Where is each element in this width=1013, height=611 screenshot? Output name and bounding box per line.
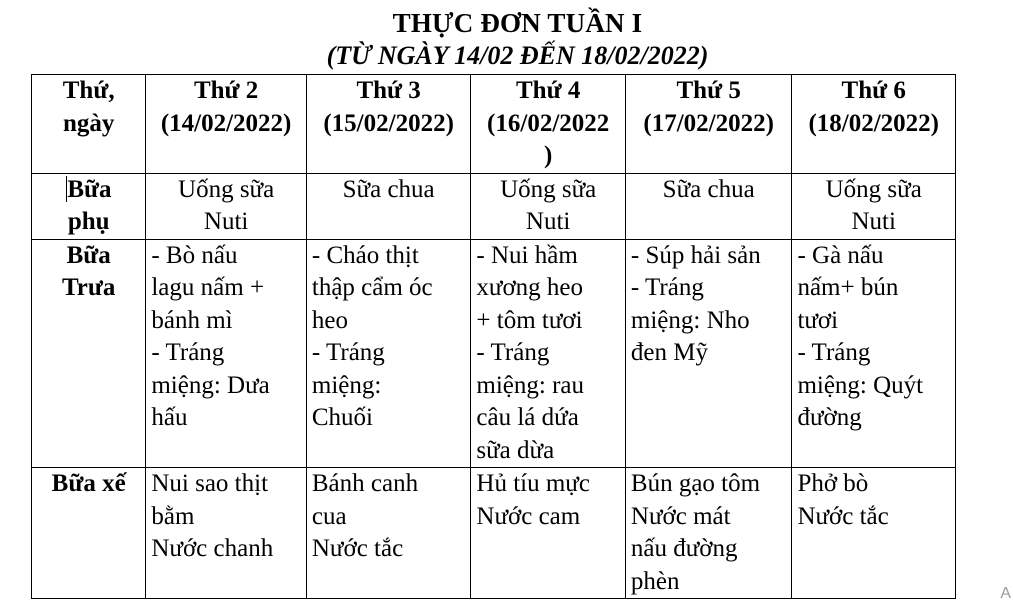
cell-line: - Tráng xyxy=(311,339,385,366)
cell-line: Sữa chua xyxy=(662,175,755,203)
snack-cell-monday xyxy=(146,173,307,239)
cell-line: bằm xyxy=(151,502,195,530)
day-name: Thứ 6 xyxy=(841,77,906,104)
day-name: Thứ 2 xyxy=(193,77,259,104)
day-name: Thứ 5 xyxy=(676,77,741,104)
snack-cell-wednesday xyxy=(471,173,626,239)
cell-line: - Tráng xyxy=(797,339,871,366)
weekly-menu-table xyxy=(31,74,956,599)
cell-line: Nui sao thịt xyxy=(151,470,269,497)
cell-line: Bữa xế xyxy=(51,470,126,497)
corner-header-line: ngày xyxy=(62,109,115,137)
snack-row xyxy=(32,173,956,239)
cell-line: miệng: rau xyxy=(476,371,585,399)
cell-line: Bún gạo tôm xyxy=(630,470,761,497)
row-label-line xyxy=(37,174,140,207)
cell-line: Hủ tíu mực xyxy=(476,470,590,497)
cell-line: nấu đường xyxy=(630,535,738,562)
cell-line: - Nui hầm xyxy=(476,241,578,269)
cell-line: sữa dừa xyxy=(476,436,555,464)
cell-line: - Gà nấu xyxy=(797,241,884,269)
menu-title: THỰC ĐƠN TUẦN I xyxy=(392,8,643,38)
day-date: (16/02/2022 xyxy=(487,109,610,137)
corner-header-line: Thứ, xyxy=(62,77,115,104)
day-header-tuesday xyxy=(306,75,471,174)
cell-line: Nước tắc xyxy=(797,502,889,530)
cell-line: miệng: Quýt xyxy=(797,371,924,399)
day-header-wednesday xyxy=(471,75,626,174)
cell-line: Chuối xyxy=(311,404,373,431)
cell-line: Uống sữa xyxy=(178,175,275,203)
afternoon-snack-row xyxy=(32,468,956,599)
cell-line: Sữa chua xyxy=(342,175,435,203)
day-date: (15/02/2022) xyxy=(323,109,454,137)
corner-header-cell xyxy=(32,75,146,174)
cell-line: phèn xyxy=(630,567,680,595)
afternoon-cell-tuesday xyxy=(306,468,471,599)
lunch-cell-tuesday xyxy=(306,239,471,468)
cell-line: - Cháo thịt xyxy=(311,241,419,269)
cell-line: Nuti xyxy=(851,208,896,235)
cell-line: cua xyxy=(311,502,347,530)
cell-line: tươi xyxy=(797,306,839,334)
cell-line: nấm+ bún xyxy=(797,274,899,301)
day-name: Thứ 4 xyxy=(515,77,581,104)
afternoon-cell-monday xyxy=(146,468,307,599)
lunch-cell-friday xyxy=(792,239,956,468)
cell-line: - Tráng xyxy=(476,339,550,366)
lunch-cell-thursday xyxy=(625,239,792,468)
afternoon-cell-thursday xyxy=(625,468,792,599)
cell-line: thập cẩm óc xyxy=(311,274,433,301)
menu-subtitle: (TỪ NGÀY 14/02 ĐẾN 18/02/2022) xyxy=(326,41,709,70)
cell-line: Bữa xyxy=(66,241,111,269)
cell-line: Bánh canh xyxy=(311,470,419,497)
row-label-snack xyxy=(32,173,146,239)
lunch-cell-monday xyxy=(146,239,307,468)
cell-line: lagu nấm + xyxy=(151,274,265,301)
day-header-thursday xyxy=(625,75,792,174)
row-label-lunch xyxy=(32,239,146,468)
cell-line: Nuti xyxy=(203,208,249,235)
cell-line: Trưa xyxy=(61,274,116,301)
cell-line: Nước cam xyxy=(476,502,581,530)
cell-line: xương heo xyxy=(476,274,584,301)
day-name: Thứ 3 xyxy=(356,77,421,104)
afternoon-cell-wednesday xyxy=(471,468,626,599)
lunch-cell-wednesday xyxy=(471,239,626,468)
snack-cell-thursday xyxy=(625,173,792,239)
snack-cell-friday xyxy=(792,173,956,239)
day-date-overflow: ) xyxy=(543,142,553,169)
cell-line: Nước chanh xyxy=(151,535,274,562)
day-header-monday xyxy=(146,75,307,174)
row-label-afternoon xyxy=(32,468,146,599)
cell-line: đường xyxy=(797,404,862,431)
cell-line: bánh mì xyxy=(151,306,233,334)
cell-line: Nước tắc xyxy=(311,535,404,562)
cell-line: Uống sữa xyxy=(500,175,597,203)
cell-line: câu lá dứa xyxy=(476,404,579,431)
day-header-friday xyxy=(792,75,956,174)
snack-cell-tuesday xyxy=(306,173,471,239)
afternoon-cell-friday xyxy=(792,468,956,599)
cell-line: Nuti xyxy=(525,208,571,235)
cell-line: + tôm tươi xyxy=(476,306,583,334)
cell-line: Nước mát xyxy=(630,502,731,530)
row-label-text: Bữa xyxy=(67,175,112,203)
lunch-row xyxy=(32,239,956,468)
cell-line: hấu xyxy=(151,404,188,431)
day-date: (14/02/2022) xyxy=(160,109,292,137)
cell-line: - Tráng xyxy=(630,274,704,301)
corner-mark-letter: A xyxy=(1000,585,1011,602)
day-date: (17/02/2022) xyxy=(643,109,774,137)
cell-line: Uống sữa xyxy=(825,175,922,203)
cell-line: miệng: Nho xyxy=(630,306,750,334)
cell-line: Phở bò xyxy=(797,470,869,497)
cell-line: heo xyxy=(311,306,348,334)
cell-line: đen Mỹ xyxy=(630,339,708,366)
row-label-line: phụ xyxy=(67,208,110,235)
header-row xyxy=(32,75,956,174)
cell-line: - Bò nấu xyxy=(151,241,238,269)
cell-line: - Tráng xyxy=(151,339,225,366)
cell-line: miệng: xyxy=(311,371,382,399)
cell-line: - Súp hải sản xyxy=(630,241,761,269)
day-date: (18/02/2022) xyxy=(808,109,939,137)
cell-line: miệng: Dưa xyxy=(151,371,270,399)
